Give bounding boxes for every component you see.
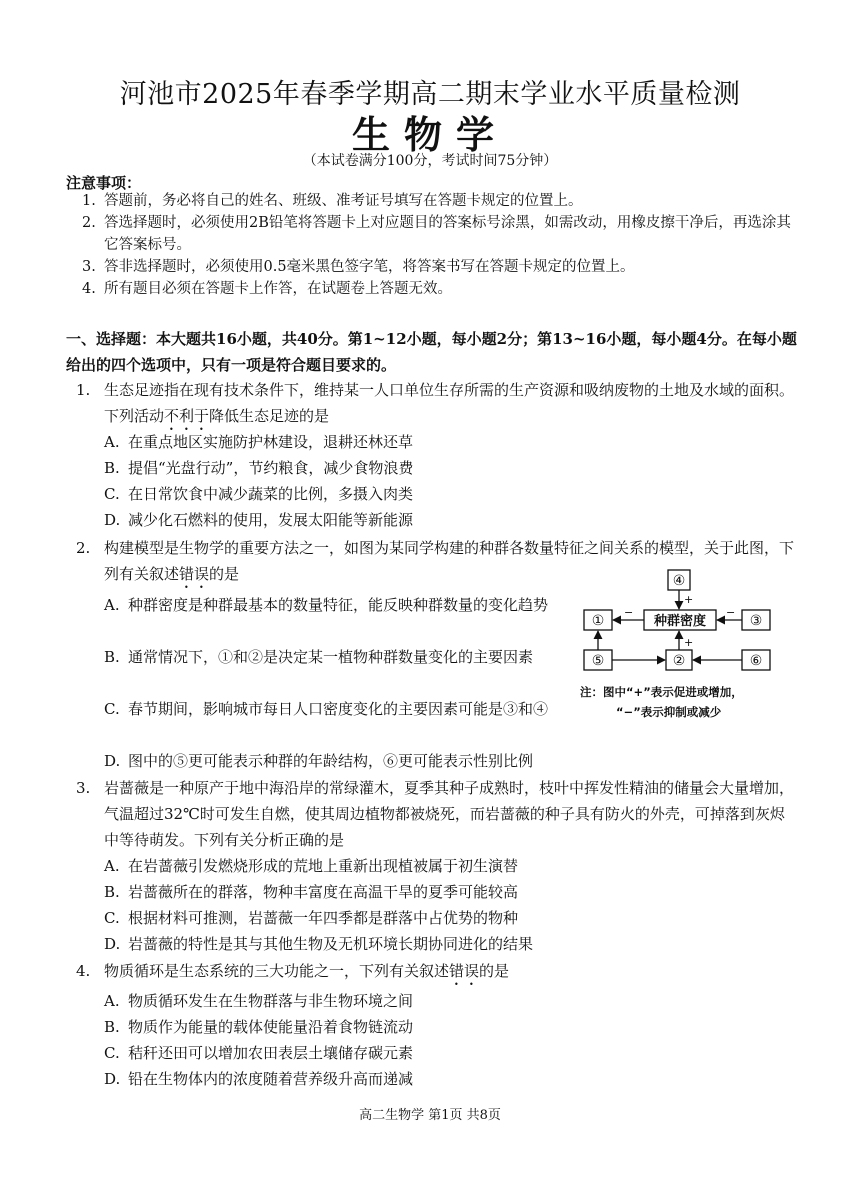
question-4-option-d: D. 铅在生物体内的浓度随着营养级升高而递减 <box>104 1070 414 1088</box>
question-1-option-d: D. 减少化石燃料的使用，发展太阳能等新能源 <box>104 511 414 529</box>
question-3-stem: 3. 岩蔷薇是一种原产于地中海沿岸的常绿灌木，夏季其种子成熟时，枝叶中挥发性精油的储量会大量增加，气温超过32℃时可发生自燃，使其周边植物都被烧死，而岩蔷薇的种子具有防火的外壳，可掉落到灰烬中等待萌发。下列有关分析正确的是 <box>104 775 796 853</box>
question-2-option-c: C. 春节期间，影响城市每日人口密度变化的主要因素可能是③和④ <box>104 700 549 718</box>
question-number: 4. <box>76 962 91 980</box>
question-3-option-b: B. 岩蔷薇所在的群落，物种丰富度在高温干旱的夏季可能较高 <box>104 883 519 901</box>
question-1-option-c: C. 在日常饮食中减少蔬菜的比例，多摄入肉类 <box>104 485 414 503</box>
figure-note-line-2: “−”表示抑制或减少 <box>616 705 722 719</box>
emphasis-text: 不利于 <box>164 407 210 425</box>
question-4-stem: 4. 物质循环是生态系统的三大功能之一，下列有关叙述错误的是 <box>104 958 796 989</box>
question-4-option-a: A. 物质循环发生在生物群落与非生物环境之间 <box>104 992 414 1010</box>
section-heading: 一、选择题：本大题共16小题，共40分。第1~12小题，每小题2分；第13~16小题，每小题4分。在每小题给出的四个选项中，只有一项是符合题目要求的。 <box>66 330 797 374</box>
notice-item: 4. 所有题目必须在答题卡上作答，在试题卷上答题无效。 <box>82 281 452 297</box>
sign-minus-left: − <box>624 606 634 619</box>
page-footer: 高二生物学 第1页 共8页 <box>359 1108 501 1123</box>
question-3-option-d: D. 岩蔷薇的特性是其与其他生物及无机环境长期协同进化的结果 <box>104 935 534 953</box>
question-2-option-d: D. 图中的⑤更可能表示种群的年龄结构，⑥更可能表示性别比例 <box>104 752 534 770</box>
question-3-option-c: C. 根据材料可推测，岩蔷薇一年四季都是群落中占优势的物种 <box>104 909 519 927</box>
subject-title: 生物学 <box>351 113 508 157</box>
question-2-option-a: A. 种群密度是种群最基本的数量特征，能反映种群数量的变化趋势 <box>104 596 549 614</box>
question-number: 3. <box>76 779 91 797</box>
emphasis-text: 错误 <box>449 962 480 980</box>
question-number: 2. <box>76 539 91 557</box>
emphasis-text: 错误 <box>179 565 210 583</box>
question-1-stem: 1. 生态足迹指在现有技术条件下，维持某一人口单位生存所需的生产资源和吸纳废物的土地及水域的面积。下列活动不利于降低生态足迹的是 <box>104 377 796 434</box>
question-3-option-a: A. 在岩蔷薇引发燃烧形成的荒地上重新出现植被属于初生演替 <box>104 857 519 875</box>
question-1-option-a: A. 在重点地区实施防护林建设，退耕还林还草 <box>104 433 414 451</box>
density-label: 种群密度 <box>653 614 707 629</box>
exam-title: 河池市2025年春季学期高二期末学业水平质量检测 <box>119 79 741 110</box>
node-3-label: ③ <box>749 613 763 629</box>
node-4-label: ④ <box>672 573 686 589</box>
figure-note-line-1: 注：图中“+”表示促进或增加， <box>580 685 743 699</box>
question-number: 1. <box>76 381 91 399</box>
population-model-diagram <box>574 566 810 724</box>
question-4-option-b: B. 物质作为能量的载体使能量沿着食物链流动 <box>104 1018 414 1036</box>
sign-plus-bottom: + <box>684 636 694 649</box>
node-1-label: ① <box>591 613 605 629</box>
notice-item: 1. 答题前，务必将自己的姓名、班级、准考证号填写在答题卡规定的位置上。 <box>82 193 583 209</box>
exam-info: （本试卷满分100分，考试时间75分钟） <box>302 153 558 169</box>
node-2-label: ② <box>672 653 686 669</box>
notice-item: 2. 答选择题时，必须使用2B铅笔将答题卡上对应题目的答案标号涂黑，如需改动，用橡皮擦干净后，再选涂其它答案标号。 <box>82 215 791 253</box>
question-1-option-b: B. 提倡“光盘行动”，节约粮食，减少食物浪费 <box>104 459 414 477</box>
node-5-label: ⑤ <box>591 653 605 669</box>
question-4-option-c: C. 秸秆还田可以增加农田表层土壤储存碳元素 <box>104 1044 414 1062</box>
question-2-option-b: B. 通常情况下，①和②是决定某一植物种群数量变化的主要因素 <box>104 648 534 666</box>
sign-minus-right: − <box>726 606 736 619</box>
notice-item: 3. 答非选择题时，必须使用0.5毫米黑色签字笔，将答案书写在答题卡规定的位置上。 <box>82 259 635 275</box>
sign-plus-top: + <box>684 593 694 606</box>
notice-heading: 注意事项： <box>66 174 142 192</box>
question-2-stem: 2. 构建模型是生物学的重要方法之一，如图为某同学构建的种群各数量特征之间关系的模型，关于此图，下列有关叙述错误的是 <box>104 535 796 592</box>
node-6-label: ⑥ <box>749 653 763 669</box>
